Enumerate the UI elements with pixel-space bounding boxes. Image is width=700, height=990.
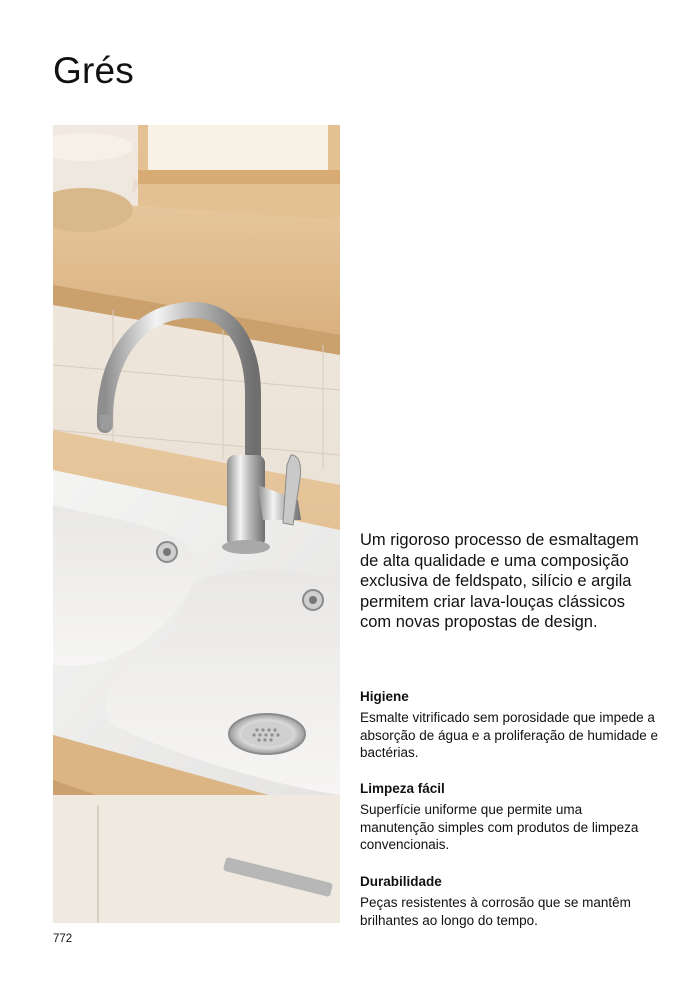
feature-hygiene xyxy=(360,688,660,762)
page-title: Grés xyxy=(53,50,134,91)
feature-text: Superfície uniforme que permite uma manutenção simples com produtos de limpeza convencionais. xyxy=(360,802,639,852)
product-photo xyxy=(53,125,340,923)
feature-durability xyxy=(360,873,660,929)
page-number: 772 xyxy=(53,933,73,945)
feature-heading: Higiene xyxy=(360,689,409,704)
intro-paragraph: Um rigoroso processo de esmaltagem de alta qualidade e uma composição exclusiva de feldspato, silício e argila permitem criar lava-louças clássicos com novas propostas de design. xyxy=(360,531,639,631)
feature-heading: Durabilidade xyxy=(360,874,442,889)
feature-text: Esmalte vitrificado sem porosidade que impede a absorção de água e a proliferação de humidade e bactérias. xyxy=(360,710,658,760)
feature-easy-cleaning xyxy=(360,780,660,854)
feature-text: Peças resistentes à corrosão que se mantêm brilhantes ao longo do tempo. xyxy=(360,895,631,928)
feature-heading: Limpeza fácil xyxy=(360,781,445,796)
